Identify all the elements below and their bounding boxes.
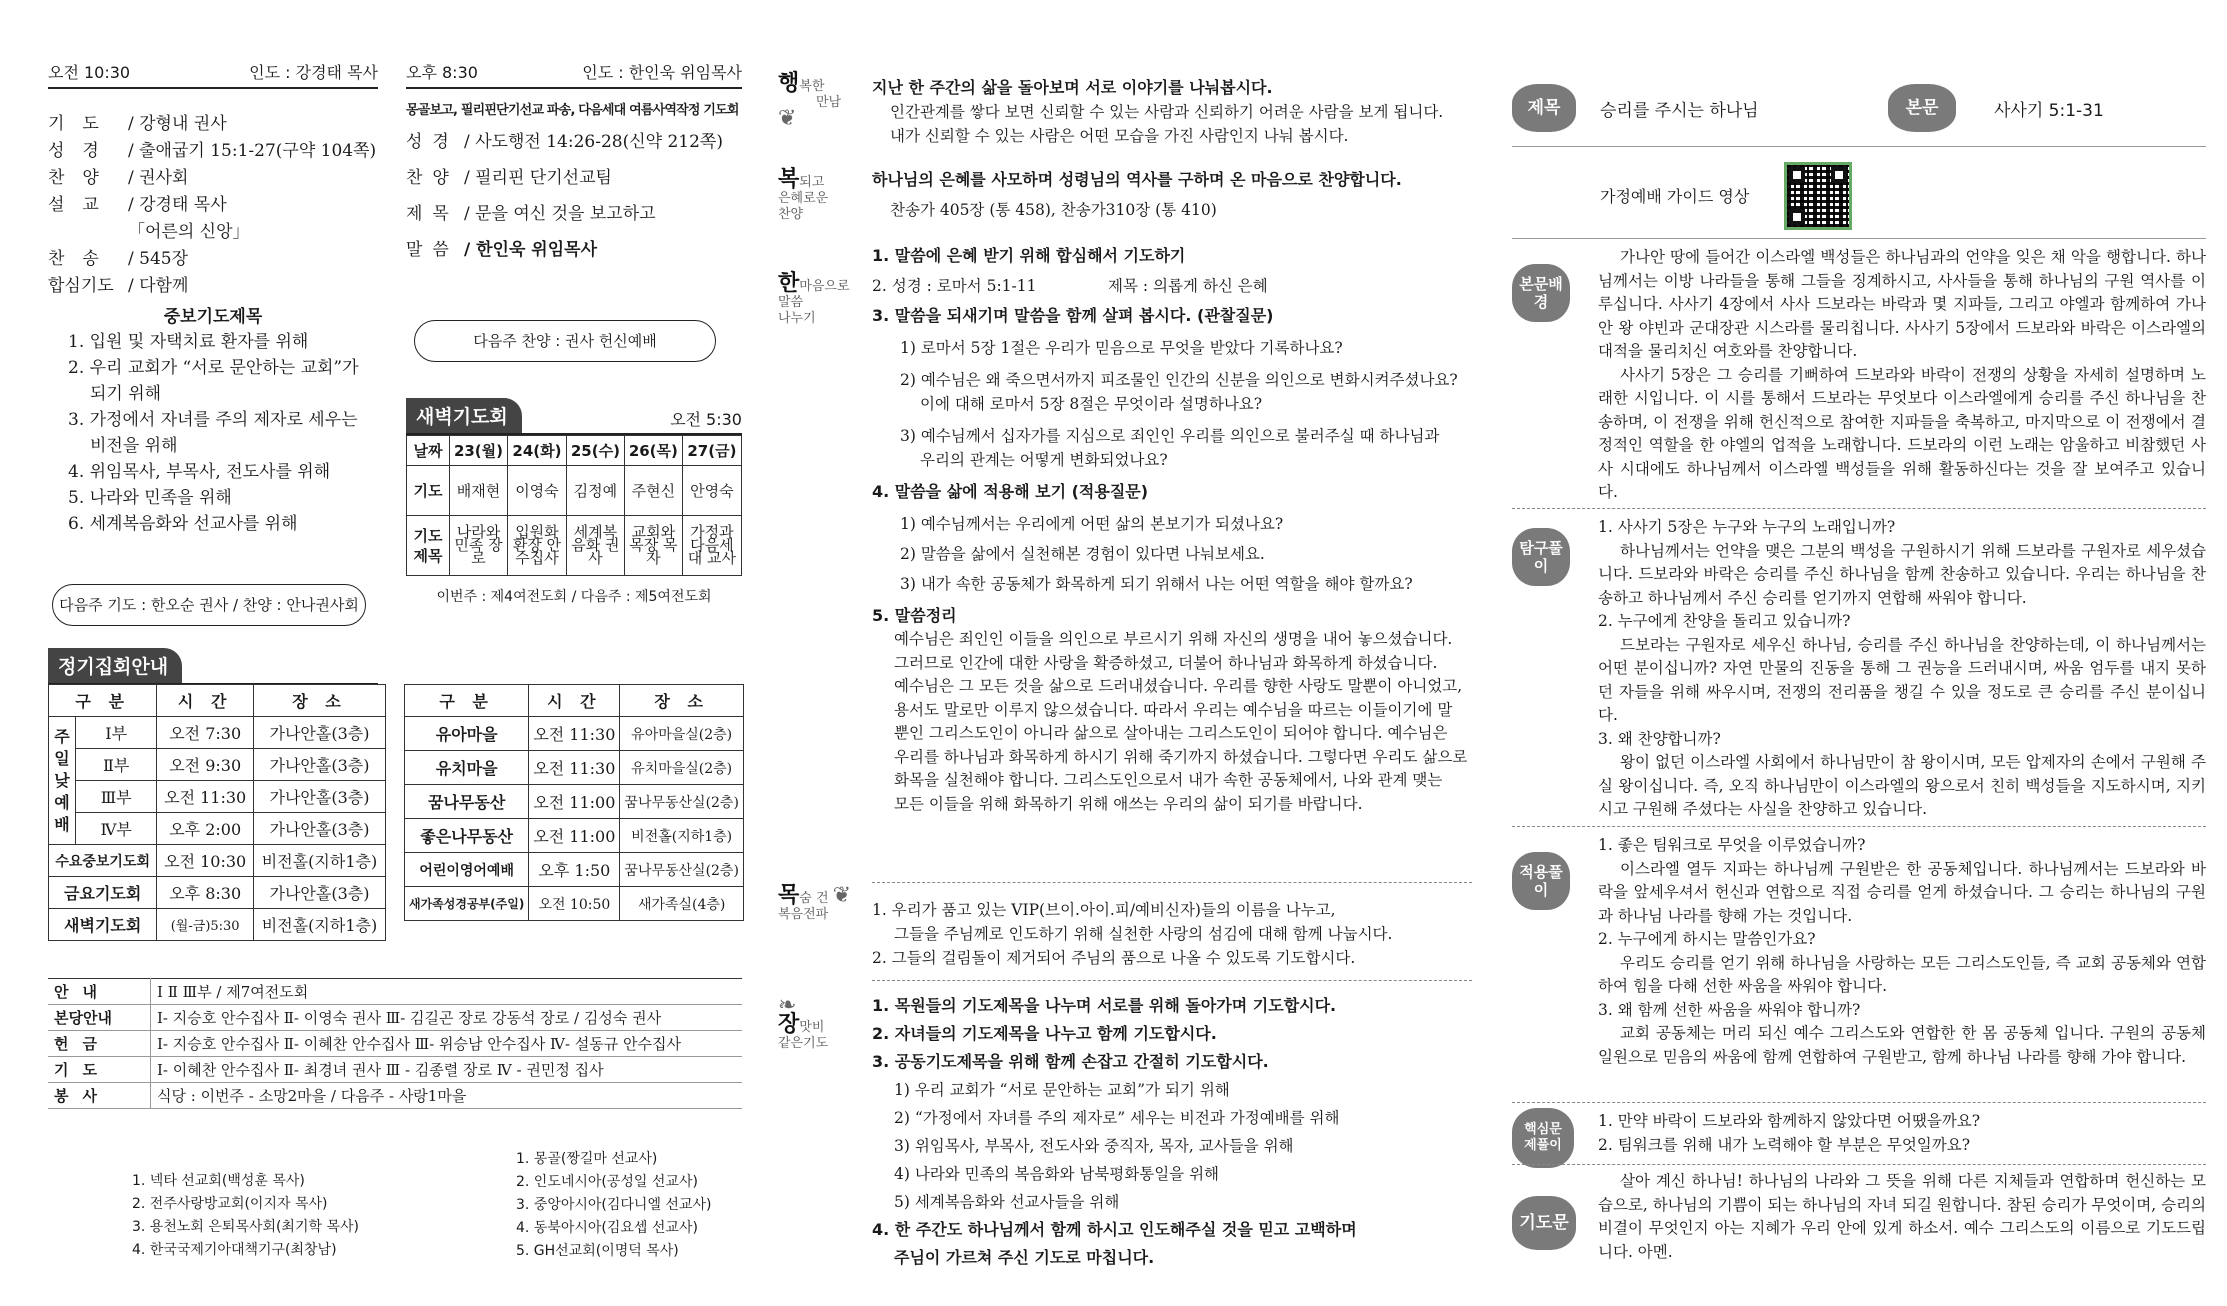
dawn-footer: 이번주 : 제4여전도회 / 다음주 : 제5여전도회 (436, 589, 712, 605)
question-item: 1) 로마서 5장 1절은 우리가 믿음으로 무엇을 받았다 기록하나요? (900, 339, 1343, 357)
apply-tag: 적용풀이 (1512, 852, 1570, 910)
staff-label: 기도 (48, 1057, 151, 1083)
question-item: 이에 대해 로마서 5장 8절은 무엇이라 설명하나요? (920, 395, 1263, 413)
missions-overseas (516, 1148, 711, 1263)
table-cell: 가정과 다음세대 교사 (682, 516, 741, 576)
list-item: 2. 전주사랑방교회(이지자 목사) (132, 1196, 328, 1212)
dawn-prayer-tag: 새벽기도회 (406, 398, 522, 433)
explore-tag: 탐구풀이 (1512, 528, 1570, 586)
service-value: / 545장 (128, 249, 189, 269)
staff-label: 봉사 (48, 1083, 151, 1109)
list-item: 4. 위임목사, 부목사, 전도사를 위해 (68, 462, 331, 482)
prayer-text-tag: 기도문 (1512, 1196, 1576, 1250)
explore-text (1598, 516, 2206, 822)
closing-prayer (1598, 1170, 2206, 1264)
friday-subtitle: 몽골보고, 필리핀단기선교 파송, 다음세대 여름사역작정 기도회 (406, 103, 739, 118)
service-value: / 권사회 (128, 168, 189, 188)
text-tag: 본문 (1888, 84, 1956, 132)
table-cell: 세계복음화 권사 (566, 516, 624, 576)
stamp-text: 마음으로 (799, 279, 850, 294)
word-summary (872, 628, 1500, 816)
core-question: 1. 만약 바락이 드보라와 함께하지 않았다면 어땠을까요? (1598, 1112, 1981, 1130)
service-value: / 다함께 (128, 276, 189, 296)
summary-line: 예수님은 죄인인 이들을 의인으로 부르시기 위해 자신의 생명을 내어 놓으셨습니다. (894, 630, 1453, 648)
service-value: / 한인욱 위임목사 (464, 240, 597, 260)
apply-question: 3. 왜 함께 선한 싸움을 싸워야 합니까? (1598, 1000, 1861, 1019)
paragraph: 가나안 땅에 들어간 이스라엘 백성들은 하나님과의 언약을 잊은 채 악을 행합니다. 하나님께서는 이방 나라들을 통해 그들을 징계하시고, 사사들을 통해 하나님의 구원 역사를 이루십니다. 사사기 4장에서 사사 드보라는 바락과 몇 지파들, 그리고 야엘과 함께하여 가나안 왕 야빈과 군대장관 시스라를 물리칩니다. 사사기 5장에서 드보라와 바락은 이스라엘의 대적을 물리치신 여호와를 찬양합니다. (1598, 248, 2206, 360)
sunday-time: 오전 10:30 (48, 63, 131, 82)
table-cell: 24(화) (507, 436, 566, 466)
stamp-text: 은혜로운 (778, 191, 829, 206)
staff-value: Ⅰ Ⅱ Ⅲ부 / 제7여전도회 (151, 979, 743, 1005)
list-item: 3. 용천노회 은퇴목사회(최기학 목사) (132, 1219, 359, 1235)
regular-meetings-section (48, 648, 742, 685)
prayer-step: 4. 한 주간도 하나님께서 함께 하시고 인도해주실 것을 믿고 고백하며 (872, 1220, 1357, 1239)
table-header: 시 간 (529, 685, 620, 717)
background-tag: 본문배경 (1512, 264, 1570, 322)
stamp-letter: 장 (778, 1012, 800, 1037)
stamp-letter: 복 (778, 167, 800, 192)
summary-line: 그러므로 인간에 대한 사랑을 확증하셨고, 더불어 하나님과 화목하게 하셨습니다. (894, 653, 1438, 672)
table-header: 구 분 (405, 685, 529, 717)
divider (1512, 1102, 2206, 1103)
gospel-section (872, 898, 1500, 970)
table-cell: 교회와목장 목자 (624, 516, 682, 576)
sunday-service-column (48, 60, 378, 537)
divider (1512, 508, 2206, 509)
list-item: 4. 동북아시아(김요셉 선교사) (516, 1220, 698, 1236)
explore-answer: 드보라는 구원자로 세우신 하나님, 승리를 주신 하나님을 찬양하는데, 이 하나님께서는 어떤 분이십니까? 자연 만물의 진동을 통해 그 권능을 드러내시며, 싸움 엄두를 내지 못하던 자들을 위해 싸우시며, 전쟁의 전리품을 챙길 수 있을 정도로 큰 승리를 주신 분이십니다. (1598, 635, 2206, 724)
stamp-letter: 목 (778, 883, 800, 908)
table-cell: 안영숙 (682, 466, 741, 516)
service-label: 찬양 (48, 168, 117, 188)
meetings-tag: 정기집회안내 (48, 648, 182, 683)
table-cell: 23(월) (450, 436, 508, 466)
prayer-subitem: 1) 우리 교회가 “서로 문안하는 교회”가 되기 위해 (894, 1081, 1230, 1099)
prayer-topics-list (48, 329, 378, 537)
dawn-prayer-table (406, 435, 742, 576)
summary-line: 예수님은 그 모든 것을 삶으로 드러내셨습니다. 우리를 향한 사랑도 말뿐이 아니었고, (894, 677, 1463, 695)
table-cell: 금요기도회 (49, 877, 157, 909)
question-item: 3) 예수님께서 십자가를 지심으로 죄인인 우리를 의인으로 불러주실 때 하나님과 (900, 427, 1440, 445)
qr-code-icon (1784, 162, 1852, 230)
missions-domestic (132, 1170, 359, 1262)
prayer-step: 주님이 가르쳐 주신 기도로 마칩니다. (894, 1248, 1155, 1267)
divider (872, 882, 1472, 883)
apply-question: 2. 누구에게 하시는 말씀인가요? (1598, 930, 1816, 948)
table-header: 시 간 (157, 685, 254, 717)
table-cell: 좋은나무동산 (405, 819, 529, 853)
sunday-order-list (48, 111, 378, 300)
meetings-table-left (48, 684, 386, 941)
meetings-table-right (404, 684, 744, 921)
stamp-gospel (778, 883, 852, 923)
stamp-happy-meeting (778, 71, 842, 131)
list-item: 1. 입원 및 자택치료 환자를 위해 (68, 332, 309, 352)
apply-answer: 우리도 승리를 얻기 위해 하나님을 사랑하는 모든 그리스도인들, 즉 교회 공동체와 연합하여 힘을 다해 선한 싸움을 싸워야 합니다. (1598, 953, 2206, 995)
stamp-text: 찬양 (778, 207, 804, 222)
table-cell: 오전 11:30 (157, 781, 254, 813)
list-item: 5. GH선교회(이명덕 목사) (516, 1243, 679, 1259)
question-item: 2) 말씀을 삶에서 실천해본 경험이 있다면 나눠보세요. (900, 545, 1265, 563)
service-label: 성경 (406, 132, 459, 152)
praise-hymns: 찬송가 405장 (통 458), 찬송가310장 (통 410) (890, 201, 1217, 219)
core-question-tag: 핵심문제풀이 (1512, 1108, 1574, 1168)
sermon-text-ref: 사사기 5:1-31 (1994, 101, 2104, 121)
prayer-paragraph: 살아 계신 하나님! 하나님의 나라와 그 뜻을 위해 다른 지체들과 연합하며 헌신하는 모습으로, 하나님의 기쁨이 되는 하나님의 자녀 되길 원합니다. 참된 승리가 무엇이며, 승리의 비결이 무엇인지 아는 지혜가 우리 안에 있게 하소서. 예수 그리스도의 이름으로 기도드립니다. 아멘. (1598, 1172, 2207, 1261)
stamp-word-sharing (778, 271, 850, 327)
service-value: / 강형내 권사 (128, 114, 227, 134)
table-cell: 오전 11:30 (529, 751, 620, 785)
summary-line: 우리를 하나님과 화목하게 하시기 위해 죽기까지 하셨습니다. 그렇다면 우리도 삶으로 (894, 747, 1468, 766)
summary-line: 화목을 실천해야 합니다. 그리스도인으로서 내가 속한 공동체에서, 나와 관계 맺는 (894, 771, 1443, 789)
table-cell: 오후 2:00 (157, 813, 254, 845)
table-cell: 오전 10:50 (529, 887, 620, 921)
small-group-guide (872, 76, 1500, 816)
friday-leader: 인도 : 한인욱 위임목사 (582, 63, 742, 82)
leaf-icon: ❦ (778, 106, 797, 131)
prayer-subitem: 3) 위임목사, 부목사, 전도사와 중직자, 목자, 교사들을 위해 (894, 1137, 1294, 1155)
background-text (1598, 246, 2206, 505)
table-header: 장 소 (254, 685, 386, 717)
guide-video-label: 가정예배 가이드 영상 (1600, 187, 1750, 206)
intro-text: 내가 신뢰할 수 있는 사람은 어떤 모습을 가진 사람인지 나눠 봅시다. (890, 127, 1349, 145)
list-item: 5. 나라와 민족을 위해 (68, 488, 232, 508)
apply-question: 1. 좋은 팀워크로 무엇을 이루었습니까? (1598, 836, 1866, 854)
stamp-praise (778, 167, 829, 223)
explore-question: 3. 왜 찬양합니까? (1598, 729, 1721, 748)
prayer-step: 2. 자녀들의 기도제목을 나누고 함께 기도합시다. (872, 1024, 1217, 1043)
service-label (48, 219, 128, 246)
divider (1512, 1164, 2206, 1165)
staff-value: Ⅰ- 이혜찬 안수집사 Ⅱ- 최경녀 권사 Ⅲ - 김종렬 장로 Ⅳ - 권민정 집사 (151, 1057, 743, 1083)
table-cell: Ⅰ부 (76, 717, 157, 749)
scripture-title: 제목 : 의롭게 하신 은혜 (1108, 277, 1268, 295)
friday-time: 오후 8:30 (406, 63, 478, 82)
stamp-text: 맛비 (799, 1020, 825, 1035)
leaf-icon: ❧ (778, 993, 797, 1018)
mission-item: 2. 그들의 걸림돌이 제거되어 주님의 품으로 나올 수 있도록 기도합시다. (872, 949, 1356, 967)
summary-line: 뿐인 그리스도인이 아니라 삶으로 살아내는 그리스도인이 되어야 합니다. 예수님은 (894, 724, 1448, 742)
table-cell: 꿈나무동산실(2층) (620, 853, 744, 887)
stamp-text: 복한 (799, 79, 825, 94)
table-cell: 기도제목 (407, 516, 450, 576)
stamp-text: 되고 (799, 175, 825, 190)
staff-value: Ⅰ- 지승호 안수집사 Ⅱ- 이혜찬 안수집사 Ⅲ- 위승남 안수집사 Ⅳ- 설동규 안수집사 (151, 1031, 743, 1057)
sermon-title: 「어른의 신앙」 (128, 222, 250, 242)
table-cell: 기도 (407, 466, 450, 516)
apply-answer: 이스라엘 열두 지파는 하나님께 구원받은 한 공동체입니다. 하나님께서는 드보라와 바락을 앞세우셔서 헌신과 연합으로 직접 승리를 얻게 하셨습니다. 그 승리는 하나님의 구원과 하나님 나라를 향해 가는 것입니다. (1598, 859, 2206, 925)
friday-order-list (406, 124, 742, 268)
table-cell: 가나안홀(3층) (254, 877, 386, 909)
table-cell: 수요중보기도회 (49, 845, 157, 877)
stamp-rain-prayer (778, 993, 829, 1052)
divider (1512, 238, 2206, 239)
stamp-text: 같은기도 (778, 1036, 829, 1051)
dawn-prayer-section (406, 398, 742, 606)
list-item: 1. 몽골(짱길마 선교사) (516, 1151, 658, 1167)
table-cell: (월-금)5:30 (157, 909, 254, 941)
explore-answer: 왕이 없던 이스라엘 사회에서 하나님만이 참 왕이시며, 모든 압제자의 손에서 구원해 주실 왕이십니다. 즉, 오직 하나님만이 이스라엘의 왕으로서 친히 백성들을 지도하시며, 지키시고 구원해 주셨다는 사실을 찬양하고 있습니다. (1598, 753, 2206, 818)
sermon-title-text: 승리를 주시는 하나님 (1600, 101, 1759, 121)
intro-heading: 지난 한 주간의 삶을 돌아보며 서로 이야기를 나눠봅시다. (872, 78, 1273, 97)
prayer-subitem: 5) 세계복음화와 선교사들을 위해 (894, 1193, 1120, 1211)
table-cell: 가나안홀(3층) (254, 813, 386, 845)
table-header: 장 소 (620, 685, 744, 717)
table-cell: 25(수) (566, 436, 624, 466)
core-question: 2. 팀워크를 위해 내가 노력해야 할 부분은 무엇일까요? (1598, 1135, 1971, 1154)
sunday-leader: 인도 : 강경태 목사 (249, 63, 378, 82)
question-item: 3) 내가 속한 공동체가 화목하게 되기 위해서 나는 어떤 역할을 해야 할까요? (900, 575, 1413, 593)
service-label: 제목 (406, 204, 459, 224)
scripture-ref: 2. 성경 : 로마서 5:1-11 (872, 277, 1037, 295)
table-cell: 오전 11:30 (529, 717, 620, 751)
prayer-step: 1. 목원들의 기도제목을 나누며 서로를 위해 돌아가며 기도합시다. (872, 996, 1337, 1015)
table-cell: 이영숙 (507, 466, 566, 516)
sunday-service-label: 주일낮예배 (49, 717, 76, 845)
list-item: 1. 넥타 선교회(백성훈 목사) (132, 1173, 305, 1189)
list-item: 되기 위해 (90, 384, 162, 404)
sunday-service-header (48, 60, 378, 89)
table-cell: 새벽기도회 (49, 909, 157, 941)
service-value: / 필리핀 단기선교팀 (464, 168, 612, 188)
list-item: 비전을 위해 (90, 436, 178, 456)
table-cell: Ⅲ부 (76, 781, 157, 813)
service-label: 기도 (48, 114, 117, 134)
service-label: 말씀 (406, 240, 459, 260)
stamp-text: 만남 (816, 95, 842, 110)
word-step-1: 1. 말씀에 은혜 받기 위해 합심해서 기도하기 (872, 246, 1186, 265)
table-header: 구 분 (49, 685, 157, 717)
table-cell: 오전 11:00 (529, 785, 620, 819)
table-cell: 유아마을 (405, 717, 529, 751)
prayer-topics-title: 중보기도제목 (163, 307, 263, 327)
staff-label: 안내 (48, 979, 151, 1005)
stamp-letter: 한 (778, 271, 800, 296)
question-item: 우리의 관계는 어떻게 변화되었나요? (920, 451, 1168, 469)
table-cell: 어린이영어예배 (405, 853, 529, 887)
stamp-text: 복음전파 (778, 907, 829, 922)
prayer-step: 3. 공동기도제목을 위해 함께 손잡고 간절히 기도합시다. (872, 1052, 1269, 1071)
prayer-subitem: 4) 나라와 민족의 복음화와 남북평화통일을 위해 (894, 1165, 1220, 1183)
divider (1512, 826, 2206, 827)
divider (1512, 146, 2206, 147)
table-cell: 입원화환장 안수집사 (507, 516, 566, 576)
friday-service-column (406, 60, 742, 268)
service-value: / 사도행전 14:26-28(신약 212쪽) (464, 132, 723, 152)
service-label: 성경 (48, 141, 117, 161)
staff-label: 헌금 (48, 1031, 151, 1057)
table-cell: 가나안홀(3층) (254, 781, 386, 813)
table-cell: 가나안홀(3층) (254, 749, 386, 781)
paragraph: 사사기 5장은 그 승리를 기뻐하여 드보라와 바락이 전쟁의 상황을 자세히 설명하며 노래한 시입니다. 이 시를 통해서 드보라는 무엇보다 이스라엘에게 승리를 주신 하나님을 찬송하며, 이 전쟁을 위해 헌신적으로 참여한 지파들을 축복하고, 마지막으로 이 전쟁에서 결정적인 역할을 한 야엘의 업적을 노래합니다. 드보라의 이런 노래는 암울하고 비참했던 사사 시대에도 하나님께서 이스라엘 백성들을 위해 활동하신다는 것을 잘 보여주고 있습니다. (1598, 365, 2206, 501)
word-step-3: 3. 말씀을 되새기며 말씀을 함께 살펴 봅시다. (관찰질문) (872, 306, 1274, 325)
explore-answer: 하나님께서는 언약을 맺은 그분의 백성을 구원하시기 위해 드보라를 구원자로 세우셨습니다. 드보라와 바락은 승리를 주신 하나님을 함께 찬송하고 있습니다. 우리는 하나님을 찬송하고 하나님께서 주신 승리를 얻기까지 연합해 싸워야 합니다. (1598, 541, 2206, 607)
summary-line: 모든 이들을 위해 화목하기 위해 애쓰는 우리의 삶이 되기를 바랍니다. (894, 794, 1363, 813)
table-cell: Ⅱ부 (76, 749, 157, 781)
table-cell: 주현신 (624, 466, 682, 516)
prayer-section (872, 994, 1500, 1270)
praise-heading: 하나님의 은혜를 사모하며 성령님의 역사를 구하며 온 마음으로 찬양합니다. (872, 170, 1402, 189)
table-cell: 비전홀(지하1층) (254, 845, 386, 877)
table-cell: 오전 10:30 (157, 845, 254, 877)
table-cell: 오전 7:30 (157, 717, 254, 749)
staff-value: Ⅰ- 지승호 안수집사 Ⅱ- 이영숙 권사 Ⅲ- 김길곤 장로 강동석 장로 / 김성숙 권사 (151, 1005, 743, 1031)
service-label: 찬송 (48, 249, 117, 269)
table-cell: 새가족실(4층) (620, 887, 744, 921)
table-cell: 오전 9:30 (157, 749, 254, 781)
service-staff-table (48, 978, 742, 1109)
table-cell: 유치마을 (405, 751, 529, 785)
leaf-icon: ❦ (832, 883, 852, 908)
mission-item: 그들을 주님께로 인도하기 위해 실천한 사랑의 섬김에 대해 함께 나눕시다. (894, 925, 1393, 943)
table-cell: 꿈나무동산 (405, 785, 529, 819)
table-cell: 날짜 (407, 436, 450, 466)
question-item: 2) 예수님은 왜 죽으면서까지 피조물인 인간의 신분을 의인으로 변화시켜주셨나요? (900, 371, 1458, 389)
table-cell: 27(금) (682, 436, 741, 466)
core-questions (1598, 1110, 2206, 1157)
next-week-praise-pill: 다음주 찬양 : 권사 헌신예배 (414, 320, 716, 362)
table-cell: 배재현 (450, 466, 508, 516)
table-cell: 가나안홀(3층) (254, 717, 386, 749)
word-step-5: 5. 말씀정리 (872, 606, 957, 625)
apply-text (1598, 834, 2206, 1069)
table-cell: 나라와민족 장로 (450, 516, 508, 576)
service-label: 합심기도 (48, 276, 114, 296)
explore-question: 2. 누구에게 찬양을 돌리고 있습니까? (1598, 612, 1851, 630)
summary-line: 용서도 말로만 이루지 않으셨습니다. 따라서 우리는 예수님을 따르는 이들이기에 말 (894, 700, 1453, 719)
list-item: 4. 한국국제기아대책기구(최창남) (132, 1242, 337, 1258)
title-tag: 제목 (1512, 84, 1576, 132)
service-value: / 강경태 목사 (128, 195, 227, 215)
stamp-text: 말씀 (778, 295, 804, 310)
list-item: 3. 가정에서 자녀를 주의 제자로 세우는 (68, 410, 358, 430)
service-value: / 문을 여신 것을 보고하고 (464, 204, 656, 224)
table-cell: 비전홀(지하1층) (620, 819, 744, 853)
stamp-text: 나누기 (778, 311, 816, 326)
list-item: 2. 우리 교회가 “서로 문안하는 교회”가 (68, 358, 359, 378)
dawn-time: 오전 5:30 (670, 410, 742, 429)
table-cell: 오후 8:30 (157, 877, 254, 909)
intro-text: 인간관계를 쌓다 보면 신뢰할 수 있는 사람과 신뢰하기 어려운 사람을 보게 됩니다. (890, 103, 1444, 121)
service-label: 찬양 (406, 168, 459, 188)
table-cell: 김정예 (566, 466, 624, 516)
table-cell: Ⅳ부 (76, 813, 157, 845)
table-cell: 26(목) (624, 436, 682, 466)
service-value: / 출애굽기 15:1-27(구약 104쪽) (128, 141, 377, 161)
table-cell: 새가족성경공부(주일) (405, 887, 529, 921)
word-step-4: 4. 말씀을 삶에 적용해 보기 (적용질문) (872, 482, 1149, 501)
table-cell: 꿈나무동산실(2층) (620, 785, 744, 819)
mission-item: 1. 우리가 품고 있는 VIP(브이.아이.피/예비신자)들의 이름을 나누고, (872, 901, 1336, 919)
table-cell: 오전 11:00 (529, 819, 620, 853)
table-cell: 오후 1:50 (529, 853, 620, 887)
list-item: 3. 중앙아시아(김다니엘 선교사) (516, 1197, 712, 1213)
explore-question: 1. 사사기 5장은 누구와 누구의 노래입니까? (1598, 518, 1896, 536)
divider (872, 980, 1472, 981)
table-cell: 유치마을실(2층) (620, 751, 744, 785)
table-cell: 비전홀(지하1층) (254, 909, 386, 941)
service-label: 설교 (48, 195, 117, 215)
prayer-subitem: 2) “가정에서 자녀를 주의 제자로” 세우는 비전과 가정예배를 위해 (894, 1109, 1340, 1127)
stamp-letter: 행 (778, 71, 800, 96)
list-item: 6. 세계복음화와 선교사를 위해 (68, 514, 298, 534)
friday-service-header (406, 60, 742, 89)
staff-label: 본당안내 (48, 1005, 151, 1031)
next-week-sunday-pill: 다음주 기도 : 한오순 권사 / 찬양 : 안나권사회 (52, 584, 366, 626)
apply-answer: 교회 공동체는 머리 되신 예수 그리스도와 연합한 한 몸 공동체 입니다. 구원의 공동체 일원으로 믿음의 싸움에 함께 연합하여 구원받고, 함께 하나님 나라를 향해 가야 합니다. (1598, 1024, 2206, 1066)
stamp-text: 숨 건 (799, 891, 829, 906)
list-item: 2. 인도네시아(공성일 선교사) (516, 1174, 698, 1190)
staff-value: 식당 : 이번주 - 소망2마을 / 다음주 - 사랑1마을 (151, 1083, 743, 1109)
question-item: 1) 예수님께서는 우리에게 어떤 삶의 본보기가 되셨나요? (900, 515, 1284, 533)
table-cell: 유아마을실(2층) (620, 717, 744, 751)
